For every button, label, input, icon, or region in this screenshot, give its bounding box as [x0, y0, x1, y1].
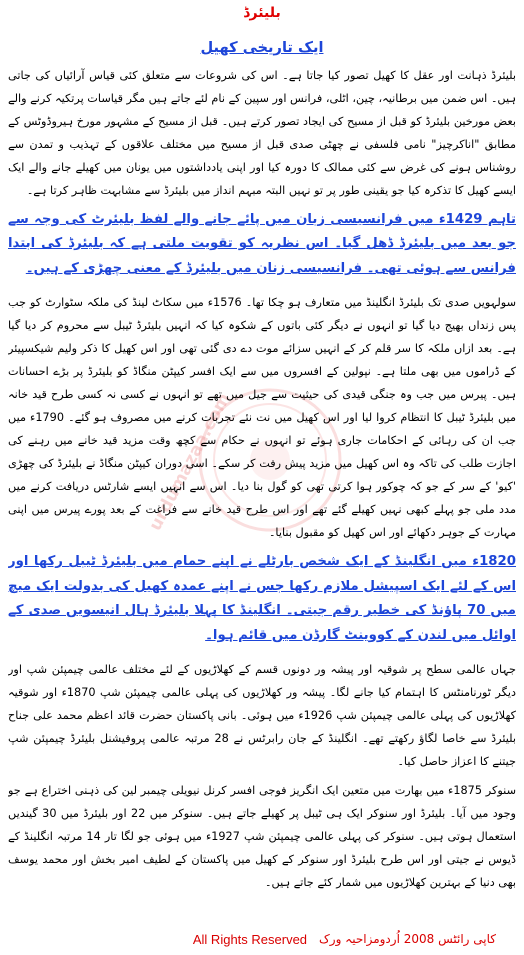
footer — [8, 925, 516, 949]
paragraph-origins: بلیئرڈ ذہانت اور عقل کا کھیل تصور کیا جاتا ہے۔ اس کی شروعات سے متعلق کئی قیاس آرائیاں کی جاتی ہیں۔ اس ضمن میں برطانیہ، چین، اٹلی، فرانس اور سپین کے نام لئے جاتے ہیں مگر قیاسات پرتکیہ کرنے والے بعض مورخین بلیئرڈ کو قبل از مسیح کی ایجاد تصور کرتے ہیں۔ قبل از مسیح کے مشہور مورخ ہیروڈوٹس کے مطابق "اناکرچیز" نامی فلسفی نے چھٹی صدی قبل از مسیح میں مختلف علاقوں کے تہذیب و تمدن سے روشناس ہونے کی غرض سے کئی ممالک کا دورہ کیا اور اپنی یادداشتوں میں یونان میں کھیلے جانے والے ایک ایسے کھیل کا تذکرہ کیا جو یقینی طور پر تو نہیں البتہ مبہم انداز میں بلیئرڈ سے مشابہت ظاہر کرتا ہے۔ — [8, 68, 516, 197]
page-title: بلیئرڈ — [243, 5, 281, 21]
paragraph-championships: جہاں عالمی سطح پر شوقیہ اور پیشہ ور دونوں قسم کے کھلاڑیوں کے لئے مختلف عالمی چیمپئن شپ اور دیگر ٹورنامنٹس کا اہتمام کیا جانے لگا۔ پیشہ ور کھلاڑیوں کی پہلی عالمی چیمپئن شپ 1870ء اور شوقیہ کھلاڑیوں کی پہلی عالمی چیمپئن شپ 1926ء میں ہوئی۔ بانی پاکستان حضرت قائد اعظم محمد علی جناح بلیئرڈ سے خاصا لگاؤ رکھتے تھے۔ انگلینڈ کے جان رابرٹس نے 28 مرتبہ عالمی پروفیشنل بلیئرڈ چیمپئن شپ جیتنے کا اعزاز حاصل کیا۔ — [8, 662, 516, 768]
paragraph-snooker: سنوکر 1875ء میں بھارت میں متعین ایک انگریز فوجی افسر کرنل نیویلی چیمبر لین کی ذہنی اختراع ہے جو وجود میں آیا۔ بلیئرڈ اور سنوکر ایک ہی ٹیبل پر کھیلے جاتے ہیں۔ سنوکر میں 22 اور بلیئرڈ میں 30 گیندیں استعمال ہوتی ہیں۔ سنوکر کی پہلی عالمی چیمپئن شپ 1927ء میں ہوئی جو لگا تار 14 مرتبہ انگلینڈ کے ڈیوس نے جیتی اور اس طرح بلیئرڈ اور سنوکر کے کھیل میں پاکستان کے لطیف امیر بخش اور محمد یوسف بھی دنیا کے بہترین کھلاڑیوں میں شمار کئے جاتے ہیں۔ — [8, 783, 516, 890]
rights-reserved-text: All Rights Reserved — [192, 931, 308, 947]
page-subtitle: ایک تاریخی کھیل — [200, 39, 324, 57]
watermark-text: urdumazaa.com — [145, 389, 235, 535]
article-body — [8, 3, 516, 925]
copyright-text: کاپی رائٹس 2008 اُردومزاحیہ ورک — [319, 932, 496, 946]
paragraph-sixteenth-century: سولہویں صدی تک بلیئرڈ انگلینڈ میں متعارف ہو چکا تھا۔ 1576ء میں سکاٹ لینڈ کی ملکہ سٹوارٹ کو جب پس زنداں بھیج دیا گیا تو انہوں نے دیگر کئی باتوں کے شکوہ کیا کہ انہیں بلیئرڈ ٹیبل سے محروم کر دیا گیا ہے۔ بعد ازاں ملکہ کا سر قلم کر کے انہیں سزائے موت دے دی گئی تھی اور اس کھیل کا ذکر ولیم شیکسپیئر کے ڈراموں میں بھی ملتا ہے۔ نپولین کے افسروں میں سے ایک افسر کیپٹن منگاڈ کو بلیئرڈ پر بڑے احسانات ہیں۔ پیرس میں جب وہ جنگی قیدی کی حیثیت سے جیل میں تھے تو انہوں نے کسی نہ کسی طرح قید خانہ میں بلیئرڈ ٹیبل کا انتظام کروا لیا اور اس کھیل میں نت نئے تجربات کرنے میں مصروف ہو گئے۔ 1790ء میں جب ان کی رہائی کے احکامات جاری ہوئے تو انہوں نے حکام سے کچھ وقت مزید قید خانے میں رہنے کی اجازت طلب کی تاکہ وہ اس کھیل میں مزید پیش رفت کر سکے۔ اسی دوران کیپٹن منگاڈ نے بلیئرڈ کی چھڑی 'کیو' کے سر کے جو کہ چوکور ہوا کرتی تھی کو گول بنا دیا۔ اس سے انہیں ایسے شارٹس دریافت کرنے میں مدد ملی جو پہلے کبھی نہیں کھیلے گئے تھے اور اس طرح قید خانے سے فراغت کے بعد پورے پیرس میں اپنی مہارت کے جوہر دکھائے اور اس کھیل کو مقبول بنایا۔ — [8, 295, 516, 540]
paragraph-england-1820: 1820ء میں انگلینڈ کے ایک شخص بارٹلے نے اپنے حمام میں بلیئرڈ ٹیبل رکھا اور اس کے لئے ایک اسپیشل ملازم رکھا جس نے اپنے عمدہ کھیل کی بدولت ایک میچ میں 70 پاؤنڈ کی خطیر رقم جیتی۔ انگلینڈ کا پہلا بلیئرڈ ہال انیسویں صدی کے اوائل میں لندن کے کووینٹ گارڈن میں قائم ہوا۔ — [8, 554, 516, 643]
paragraph-french-origin: تاہم 1429ء میں فرانسیسی زبان میں پائے جانے والے لفظ بلیئرٹ کی وجہ سے جو بعد میں بلیئرڈ ڈھل گیا۔ اس نظریہ کو تقویت ملتی ہے کہ بلیئرڈ کی ابتدا فرانس سے ہوئی تھی۔ فرانسیسی زنان میں بلیئرڈ کے معنی چھڑی کے ہیں۔ — [8, 211, 516, 276]
